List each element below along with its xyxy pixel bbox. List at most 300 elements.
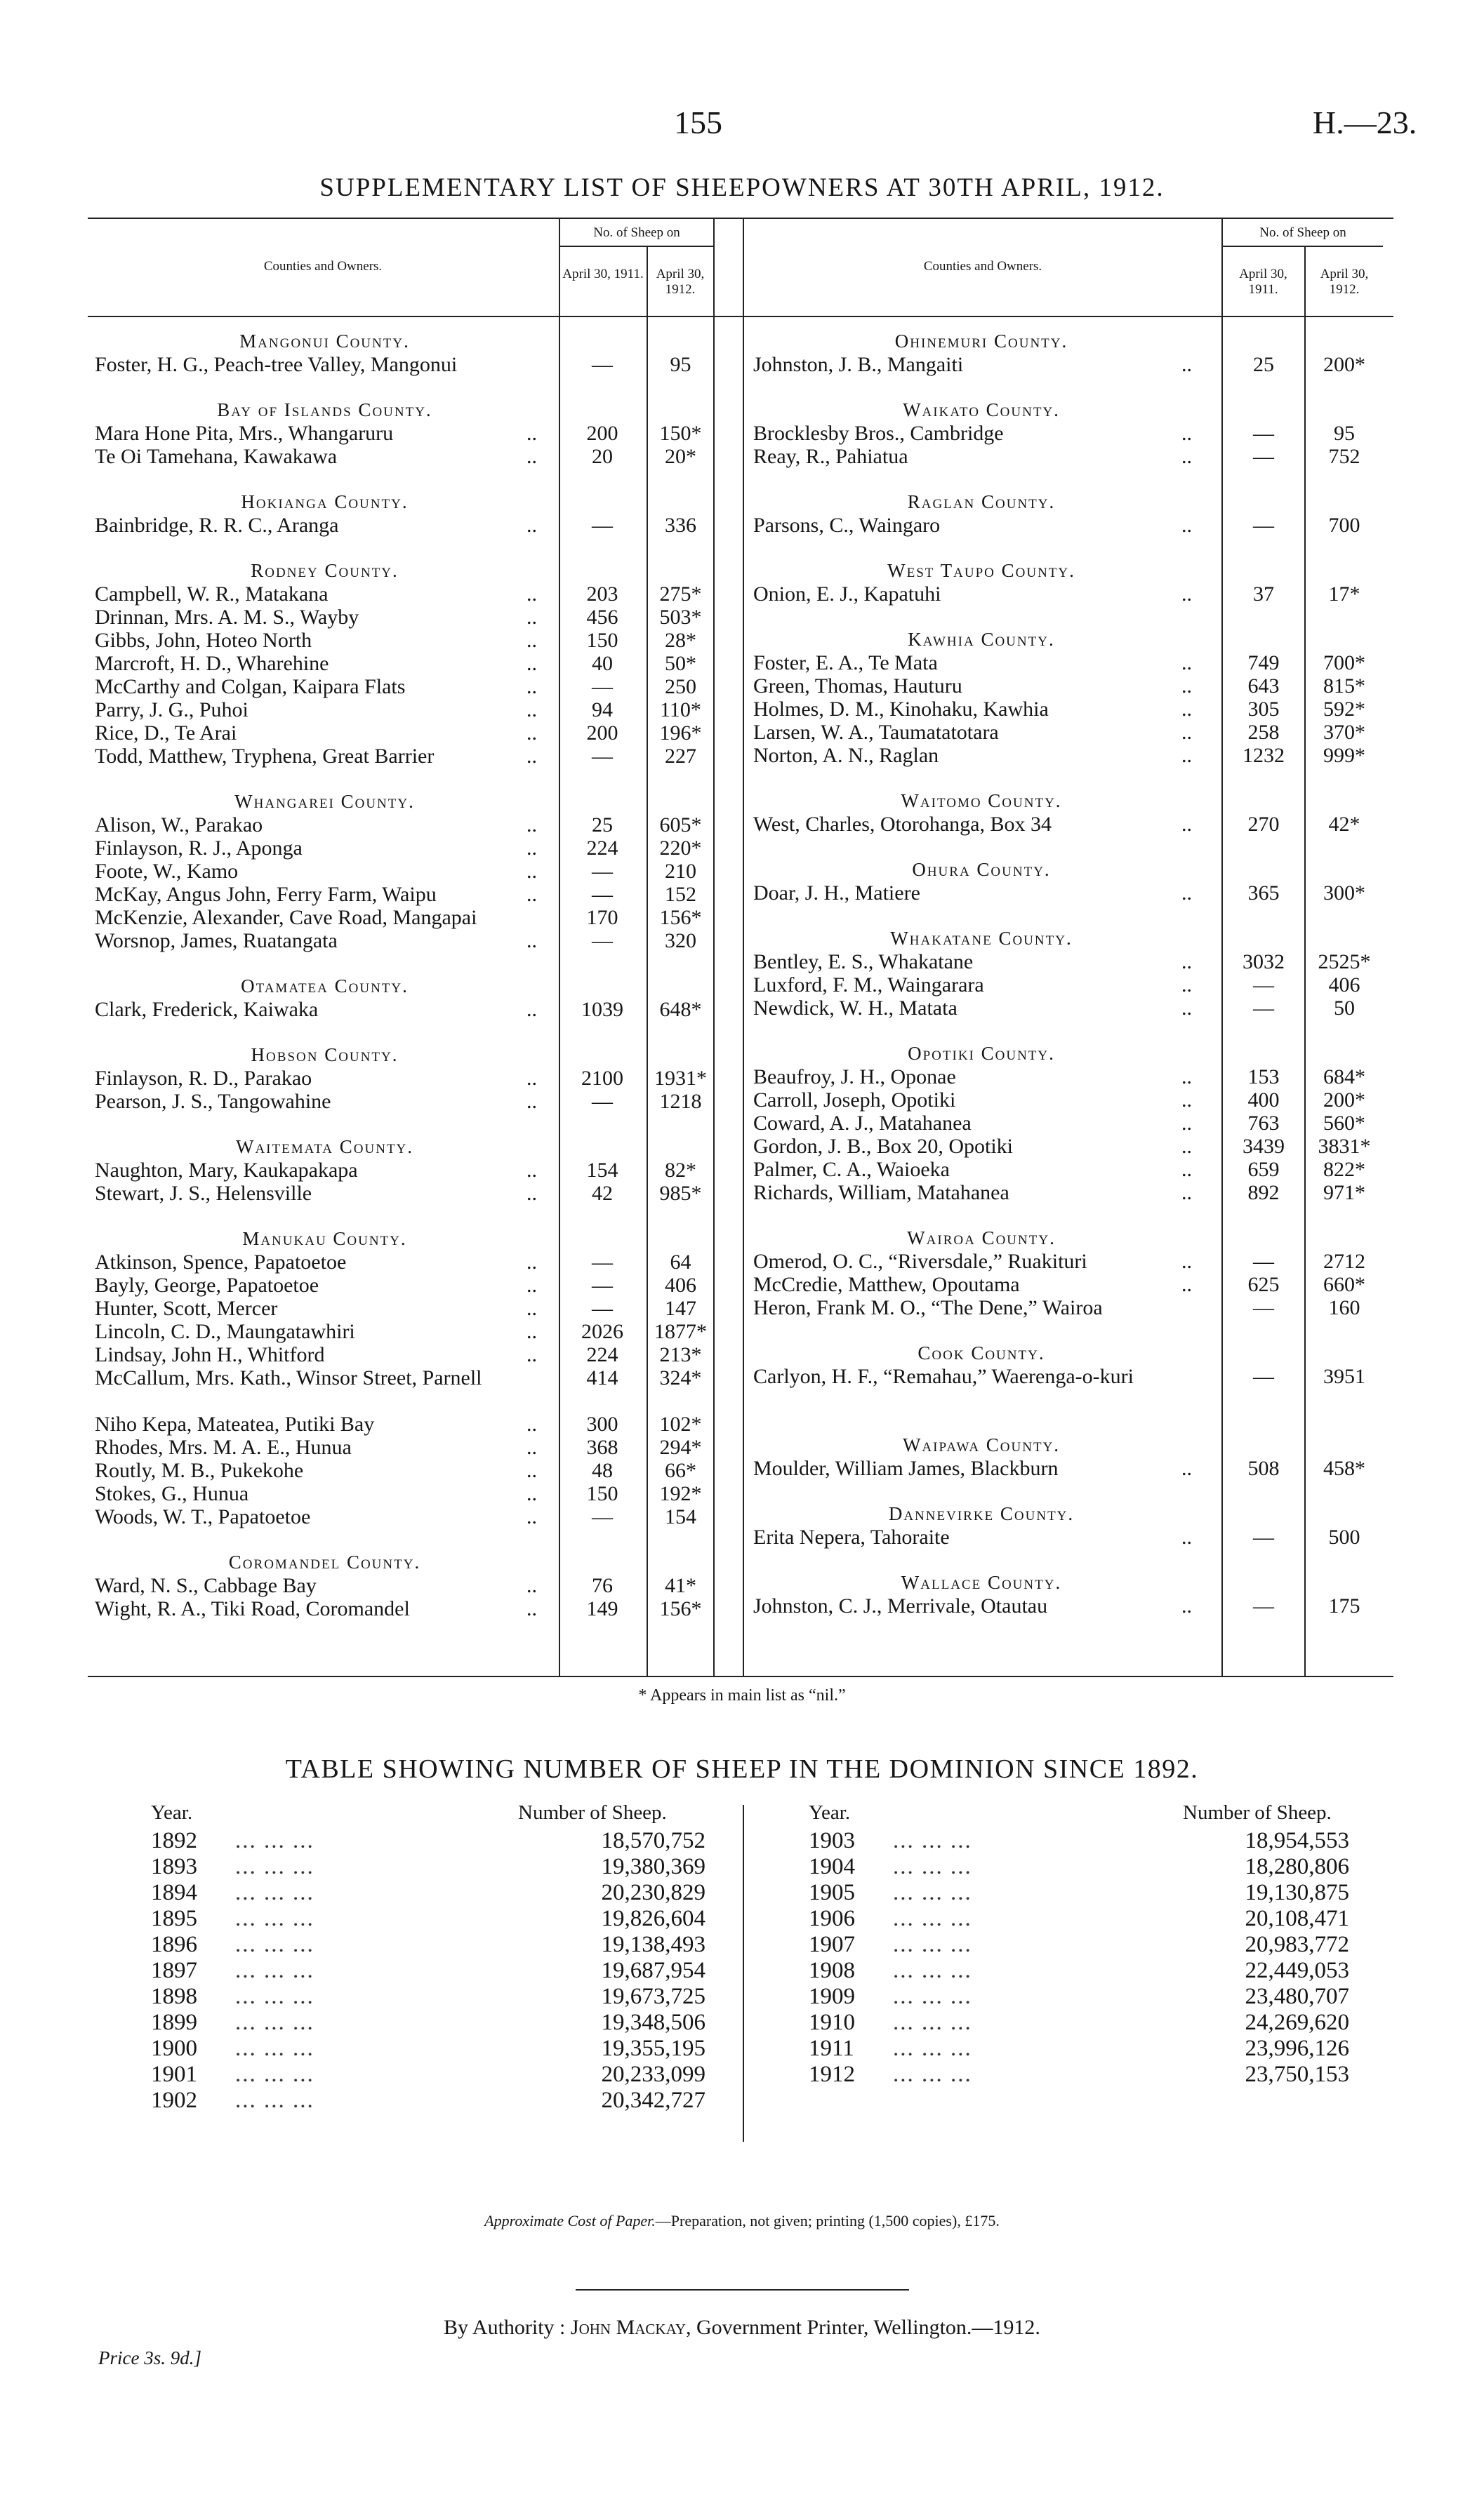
table2-row [151, 1880, 705, 1906]
county-heading: Rodney County. [251, 560, 399, 581]
table2-number: 19,687,954 [601, 1958, 705, 1983]
table2-leader: ... ... ... [235, 1906, 314, 1931]
owner-row [753, 651, 1455, 674]
page-number: 155 [674, 105, 722, 140]
owner-row [753, 950, 1455, 973]
sheep-1911: — [592, 929, 613, 952]
county-heading: West Taupo County. [887, 560, 1075, 581]
owner-name: Foster, E. A., Te Mata [753, 651, 938, 674]
owner-row [95, 514, 797, 537]
owner-name: Norton, A. N., Raglan [753, 744, 939, 767]
table2-year: 1909 [809, 1984, 855, 2009]
owner-row [95, 721, 797, 745]
owner-row [95, 1090, 797, 1113]
sheep-1912: 275* [659, 582, 702, 606]
leader-dots: .. [526, 883, 537, 906]
sheep-1912: 458* [1323, 1457, 1365, 1480]
table2-number: 19,138,493 [601, 1932, 705, 1957]
leader-dots: .. [526, 445, 537, 468]
owner-name: Finlayson, R. D., Parakao [95, 1067, 312, 1090]
leader-dots: .. [1181, 514, 1192, 537]
leader-dots: .. [526, 1413, 537, 1436]
leader-dots: .. [1181, 813, 1192, 836]
sheep-1911: 200 [586, 721, 618, 745]
owner-row [95, 652, 797, 675]
county-heading: Bay of Islands County. [217, 399, 432, 420]
row-spacer [753, 537, 1455, 559]
owner-name: Brocklesby Bros., Cambridge [753, 422, 1004, 445]
owner-row [95, 1505, 797, 1528]
table2-number: 19,826,604 [601, 1906, 705, 1931]
leader-dots: .. [1181, 1088, 1192, 1112]
table2-row [809, 1880, 1349, 1906]
leader-dots: .. [1181, 651, 1192, 674]
owner-name: Newdick, W. H., Matata [753, 996, 958, 1020]
table2-leader: ... ... ... [893, 1984, 972, 2009]
leader-dots: .. [526, 1182, 537, 1205]
leader-dots: .. [1181, 1457, 1192, 1480]
row-spacer [753, 1549, 1455, 1571]
sheep-1911: 3439 [1243, 1135, 1285, 1158]
table2-year: 1902 [151, 2088, 197, 2113]
row-spacer [95, 1021, 797, 1044]
sheep-1912: 200* [1323, 353, 1365, 376]
table2-leader: ... ... ... [893, 2036, 972, 2061]
sheep-1912: 150* [659, 422, 702, 445]
header-1911-left: April 30, 1911. [562, 267, 644, 281]
sheep-1911: 643 [1247, 674, 1280, 698]
leader-dots: .. [526, 675, 537, 698]
owner-row [753, 1181, 1455, 1204]
sheep-1912: 3951 [1323, 1365, 1365, 1388]
sheep-1912: 154 [665, 1505, 696, 1528]
leader-dots: .. [526, 1320, 537, 1343]
sheep-1911: 368 [586, 1436, 618, 1459]
table2-row [151, 1906, 705, 1932]
sheep-1912: 156* [659, 906, 702, 929]
sheep-1911: 400 [1247, 1088, 1280, 1112]
table2-row [151, 2036, 705, 2062]
sheep-1911: 456 [586, 606, 618, 629]
sheep-1912: 320 [665, 929, 696, 952]
sheep-1911: — [1253, 1526, 1274, 1549]
county-heading: Mangonui County. [239, 331, 410, 352]
sheep-1912: 250 [665, 675, 696, 698]
county-heading: Manukau County. [242, 1228, 407, 1249]
leader-dots: .. [526, 745, 537, 768]
row-spacer [753, 1480, 1455, 1502]
owner-row [753, 973, 1455, 996]
table2-row [809, 2062, 1349, 2088]
table2-leader: ... ... ... [893, 1828, 972, 1853]
sheep-1912: 213* [659, 1343, 702, 1366]
table2-row [151, 1958, 705, 1984]
sheep-1911: — [1253, 445, 1274, 468]
sheep-1911: 659 [1247, 1158, 1280, 1181]
sheep-1911: — [592, 675, 613, 698]
leader-dots: .. [1181, 973, 1192, 996]
sheep-1911: 508 [1247, 1457, 1280, 1480]
header-counties-right: Counties and Owners. [923, 259, 1042, 274]
owner-name: West, Charles, Otorohanga, Box 34 [753, 813, 1052, 836]
sheep-1912: 700* [1323, 651, 1365, 674]
table2-year-header-left: Year. [151, 1801, 193, 1824]
owner-name: Lincoln, C. D., Maungatawhiri [95, 1320, 355, 1343]
sheep-1911: — [592, 1505, 613, 1528]
table2-year: 1897 [151, 1958, 197, 1983]
owner-name: Reay, R., Pahiatua [753, 445, 908, 468]
owner-row [753, 881, 1455, 905]
sheep-1911: 20 [592, 445, 613, 468]
owner-row [753, 1112, 1455, 1135]
owner-name: Rhodes, Mrs. M. A. E., Hunua [95, 1436, 352, 1459]
leader-dots: .. [526, 1343, 537, 1366]
owner-row [95, 1159, 797, 1182]
table2-number: 20,108,471 [1245, 1906, 1349, 1931]
owner-row [753, 353, 1455, 376]
owner-row [95, 906, 797, 929]
sheep-1911: 258 [1247, 721, 1280, 744]
sheep-1911: 625 [1247, 1273, 1280, 1296]
sheep-1912: 370* [1323, 721, 1365, 744]
table2-number: 18,954,553 [1245, 1828, 1349, 1853]
sheep-1911: 300 [586, 1413, 618, 1436]
sheep-1911: — [592, 1274, 613, 1297]
table2-year: 1905 [809, 1880, 855, 1905]
sheep-1911: 40 [592, 652, 613, 675]
sheep-1912: 294* [659, 1436, 702, 1459]
sheep-1912: 324* [659, 1366, 702, 1389]
owner-name: McCarthy and Colgan, Kaipara Flats [95, 675, 406, 698]
sheep-1912: 50* [665, 652, 696, 675]
owner-name: Naughton, Mary, Kaukapakapa [95, 1159, 358, 1182]
table2-leader: ... ... ... [235, 2010, 314, 2035]
main-title: SUPPLEMENTARY LIST OF SHEEPOWNERS AT 30TH APRIL, 1912. [319, 173, 1165, 202]
sheep-1912: 200* [1323, 1088, 1365, 1112]
sheep-1912: 2525* [1318, 950, 1371, 973]
row-spacer [753, 606, 1455, 628]
sheep-1912: 985* [659, 1182, 702, 1205]
owner-name: McCallum, Mrs. Kath., Winsor Street, Parnell [95, 1366, 482, 1389]
row-spacer [95, 768, 797, 790]
table2-year-header-right: Year. [809, 1801, 851, 1824]
leader-dots: .. [1181, 996, 1192, 1020]
table2-number: 22,449,053 [1245, 1958, 1349, 1983]
owner-row [95, 860, 797, 883]
owner-name: Drinnan, Mrs. A. M. S., Wayby [95, 606, 359, 629]
leader-dots: .. [526, 1067, 537, 1090]
table2-year: 1906 [809, 1906, 855, 1931]
table2-number-header-right: Number of Sheep. [1183, 1801, 1332, 1824]
leader-dots: .. [526, 860, 537, 883]
owner-name: Atkinson, Spence, Papatoetoe [95, 1251, 347, 1274]
owner-row [95, 698, 797, 721]
county-heading: Opotiki County. [908, 1043, 1055, 1064]
row-spacer [95, 952, 797, 975]
leader-dots: .. [1181, 950, 1192, 973]
county-heading: Waitomo County. [901, 790, 1062, 811]
owner-name: Worsnop, James, Ruatangata [95, 929, 338, 952]
sheep-1911: 149 [586, 1597, 618, 1620]
leader-dots: .. [1181, 721, 1192, 744]
county-heading: Cook County. [917, 1342, 1045, 1364]
table2-row [809, 1984, 1349, 2010]
county-heading: Whakatane County. [890, 928, 1073, 949]
row-spacer [95, 537, 797, 559]
owner-row [753, 813, 1455, 836]
owner-row [95, 836, 797, 860]
header-sheep-right: No. of Sheep on [1259, 225, 1346, 240]
owner-row [95, 1067, 797, 1090]
leader-dots: .. [526, 652, 537, 675]
table2-leader: ... ... ... [235, 2062, 314, 2087]
sheep-1911: 48 [592, 1459, 613, 1482]
sheep-1911: 3032 [1243, 950, 1285, 973]
table2-year: 1899 [151, 2010, 197, 2035]
sheep-1911: 25 [592, 813, 613, 836]
sheep-1911: 305 [1247, 698, 1280, 721]
leader-dots: .. [1181, 674, 1192, 698]
table2-number: 20,983,772 [1245, 1932, 1349, 1957]
sheep-1911: — [1253, 973, 1274, 996]
owner-name: Richards, William, Matahanea [753, 1181, 1009, 1204]
owner-name: Parsons, C., Waingaro [753, 514, 941, 537]
sheep-1912: 17* [1328, 582, 1360, 606]
owner-row [753, 1135, 1455, 1158]
leader-dots: .. [1181, 1158, 1192, 1181]
owner-row [95, 1251, 797, 1274]
table2-leader: ... ... ... [893, 1880, 972, 1905]
owner-row [95, 582, 797, 606]
sheep-1911: — [592, 1090, 613, 1113]
county-heading: Ohinemuri County. [894, 331, 1068, 352]
table2-year: 1895 [151, 1906, 197, 1931]
owner-name: Campbell, W. R., Matakana [95, 582, 329, 606]
leader-dots: .. [526, 1574, 537, 1597]
sheep-1912: 156* [659, 1597, 702, 1620]
county-heading: Ohura County. [912, 859, 1051, 880]
sheep-1912: 175 [1328, 1594, 1360, 1618]
row-spacer [95, 1528, 797, 1551]
table2-leader: ... ... ... [893, 1906, 972, 1931]
table2-leader: ... ... ... [235, 1880, 314, 1905]
leader-dots: .. [1181, 1526, 1192, 1549]
table2-year: 1910 [809, 2010, 855, 2035]
owner-name: Carlyon, H. F., “Remahau,” Waerenga-o-kuri [753, 1365, 1134, 1388]
owner-row [753, 1594, 1455, 1618]
table2-left-list [151, 1828, 705, 2114]
table2-leader: ... ... ... [235, 1958, 314, 1983]
county-heading: Hobson County. [251, 1044, 399, 1065]
leader-dots: .. [1181, 445, 1192, 468]
sheep-1911: 203 [586, 582, 618, 606]
leader-dots: .. [1181, 582, 1192, 606]
footnote: * Appears in main list as “nil.” [638, 1686, 846, 1705]
row-spacer [95, 1113, 797, 1135]
leader-dots: .. [526, 1436, 537, 1459]
owner-name: Coward, A. J., Matahanea [753, 1112, 972, 1135]
owner-name: Routly, M. B., Pukekohe [95, 1459, 304, 1482]
sheep-1911: — [1253, 996, 1274, 1020]
owner-row [753, 1365, 1455, 1411]
table2-number-header-left: Number of Sheep. [518, 1801, 667, 1824]
row-spacer [753, 376, 1455, 399]
owner-name: Holmes, D. M., Kinohaku, Kawhia [753, 698, 1049, 721]
table2-number: 23,996,126 [1245, 2036, 1349, 2061]
sheep-1912: 1931* [654, 1067, 707, 1090]
leader-dots: .. [526, 1505, 537, 1528]
cost-note-label: Approximate Cost of Paper. [484, 2212, 656, 2229]
table-top-rule [88, 218, 1393, 219]
sheep-1911: — [1253, 1365, 1274, 1388]
leader-dots: .. [526, 1482, 537, 1505]
sheep-1911: 365 [1247, 881, 1280, 905]
county-heading: Waipawa County. [902, 1434, 1061, 1455]
owner-name: Luxford, F. M., Waingarara [753, 973, 984, 996]
owner-name: Gordon, J. B., Box 20, Opotiki [753, 1135, 1014, 1158]
owner-name: McKay, Angus John, Ferry Farm, Waipu [95, 883, 437, 906]
owner-row [95, 1597, 797, 1620]
table2-leader: ... ... ... [893, 1958, 972, 1983]
sheep-1912: 684* [1323, 1065, 1365, 1088]
header-1912-left: April 30, 1912. [656, 267, 705, 297]
sheep-1911: 763 [1247, 1112, 1280, 1135]
sheep-1912: 406 [1328, 973, 1360, 996]
sheep-1912: 3831* [1318, 1135, 1371, 1158]
table2-number: 19,355,195 [601, 2036, 705, 2061]
table2-number: 24,269,620 [1245, 2010, 1349, 2035]
sheep-1912: 592* [1323, 698, 1365, 721]
owner-name: Green, Thomas, Hauturu [753, 674, 962, 698]
sheep-1912: 503* [659, 606, 702, 629]
sheep-1911: — [592, 883, 613, 906]
table2-row [151, 2010, 705, 2036]
owner-row [753, 1296, 1455, 1319]
sheep-1911: — [592, 860, 613, 883]
owner-name: Hunter, Scott, Mercer [95, 1297, 278, 1320]
county-heading: Waitemata County. [235, 1136, 414, 1157]
cost-note-text: —Preparation, not given; printing (1,500 copies), £175. [655, 2212, 1000, 2229]
authority-line [0, 2316, 1484, 2340]
leader-dots: .. [1181, 1181, 1192, 1204]
sheep-1911: 170 [586, 906, 618, 929]
owner-name: Gibbs, John, Hoteo North [95, 629, 312, 652]
owner-name: Omerod, O. C., “Riversdale,” Ruakituri [753, 1250, 1087, 1273]
owner-name: Stokes, G., Hunua [95, 1482, 249, 1505]
leader-dots: .. [1181, 422, 1192, 445]
left-owner-column [95, 330, 797, 1620]
owner-name: Ward, N. S., Cabbage Bay [95, 1574, 317, 1597]
owner-name: Beaufroy, J. H., Oponae [753, 1065, 956, 1088]
county-heading: Whangarei County. [234, 791, 415, 812]
header-counties-left: Counties and Owners. [263, 259, 383, 274]
sheep-1911: — [1253, 1296, 1274, 1319]
sheep-1911: 1232 [1243, 744, 1285, 767]
owner-row [95, 422, 797, 445]
owner-name: Bainbridge, R. R. C., Aranga [95, 514, 339, 537]
sheep-1912: 160 [1328, 1296, 1360, 1319]
table2-leader: ... ... ... [235, 1828, 314, 1853]
owner-name: Palmer, C. A., Waioeka [753, 1158, 950, 1181]
table2-year: 1900 [151, 2036, 197, 2061]
right-sheep-subrule [1221, 246, 1383, 247]
table2-row [151, 1932, 705, 1958]
table2-number: 18,280,806 [1245, 1854, 1349, 1879]
table2-row [151, 2088, 705, 2114]
row-spacer [753, 767, 1455, 789]
table2-number: 20,230,829 [601, 1880, 705, 1905]
table2-number: 20,342,727 [601, 2088, 705, 2113]
table2-year: 1904 [809, 1854, 855, 1879]
table2-leader: ... ... ... [893, 1932, 972, 1957]
sheep-1911: 150 [586, 629, 618, 652]
owner-row [95, 1436, 797, 1459]
sheep-1912: 648* [659, 998, 702, 1021]
sheep-1911: — [592, 1297, 613, 1320]
sheep-1911: 200 [586, 422, 618, 445]
table2-leader: ... ... ... [235, 2088, 314, 2113]
authority-printer: John Mackay, [570, 2316, 691, 2339]
owner-row [95, 929, 797, 952]
table2-number: 23,480,707 [1245, 1984, 1349, 2009]
owner-name: Johnston, J. B., Mangaiti [753, 353, 964, 376]
footer-rule [576, 2289, 909, 2291]
county-heading: Otamatea County. [241, 975, 409, 996]
sheep-1912: 227 [665, 745, 696, 768]
owner-row [753, 744, 1455, 767]
sheep-1912: 82* [665, 1159, 696, 1182]
sheep-1911: 1039 [581, 998, 623, 1021]
sheep-1911: — [1253, 1250, 1274, 1273]
sheep-1912: 815* [1323, 674, 1365, 698]
table2-leader: ... ... ... [893, 1854, 972, 1879]
county-heading: Dannevirke County. [888, 1503, 1075, 1524]
table2-number: 20,233,099 [601, 2062, 705, 2087]
sheep-1912: 28* [665, 629, 696, 652]
owner-name: Bentley, E. S., Whakatane [753, 950, 974, 973]
row-spacer [95, 468, 797, 491]
owner-row [95, 606, 797, 629]
table2-row [151, 1984, 705, 2010]
owner-name: Alison, W., Parakao [95, 813, 263, 836]
table2-year: 1894 [151, 1880, 197, 1905]
owner-name: Lindsay, John H., Whitford [95, 1343, 325, 1366]
authority-suffix: Government Printer, Wellington.—1912. [696, 2316, 1040, 2339]
owner-name: Woods, W. T., Papatoetoe [95, 1505, 311, 1528]
table2-leader: ... ... ... [235, 1984, 314, 2009]
sheep-1911: — [592, 1251, 613, 1274]
owner-name: McKenzie, Alexander, Cave Road, Mangapai [95, 906, 477, 929]
table2-year: 1907 [809, 1932, 855, 1957]
owner-row [95, 629, 797, 652]
sheep-1911: 224 [586, 1343, 618, 1366]
owner-name: Bayly, George, Papatoetoe [95, 1274, 319, 1297]
sheep-1911: 76 [592, 1574, 613, 1597]
owner-name: Mara Hone Pita, Mrs., Whangaruru [95, 422, 394, 445]
sheep-1912: 560* [1323, 1112, 1365, 1135]
price: Price 3s. 9d.] [98, 2347, 201, 2368]
leader-dots: .. [526, 514, 537, 537]
owner-name: McCredie, Matthew, Opoutama [753, 1273, 1020, 1296]
owner-name: Finlayson, R. J., Aponga [95, 836, 303, 860]
table2-right-list [809, 1828, 1349, 2088]
owner-row [95, 675, 797, 698]
leader-dots: .. [526, 1459, 537, 1482]
leader-dots: .. [526, 606, 537, 629]
owner-row [753, 1250, 1455, 1273]
owner-row [95, 1343, 797, 1366]
table2-row [809, 1828, 1349, 1854]
